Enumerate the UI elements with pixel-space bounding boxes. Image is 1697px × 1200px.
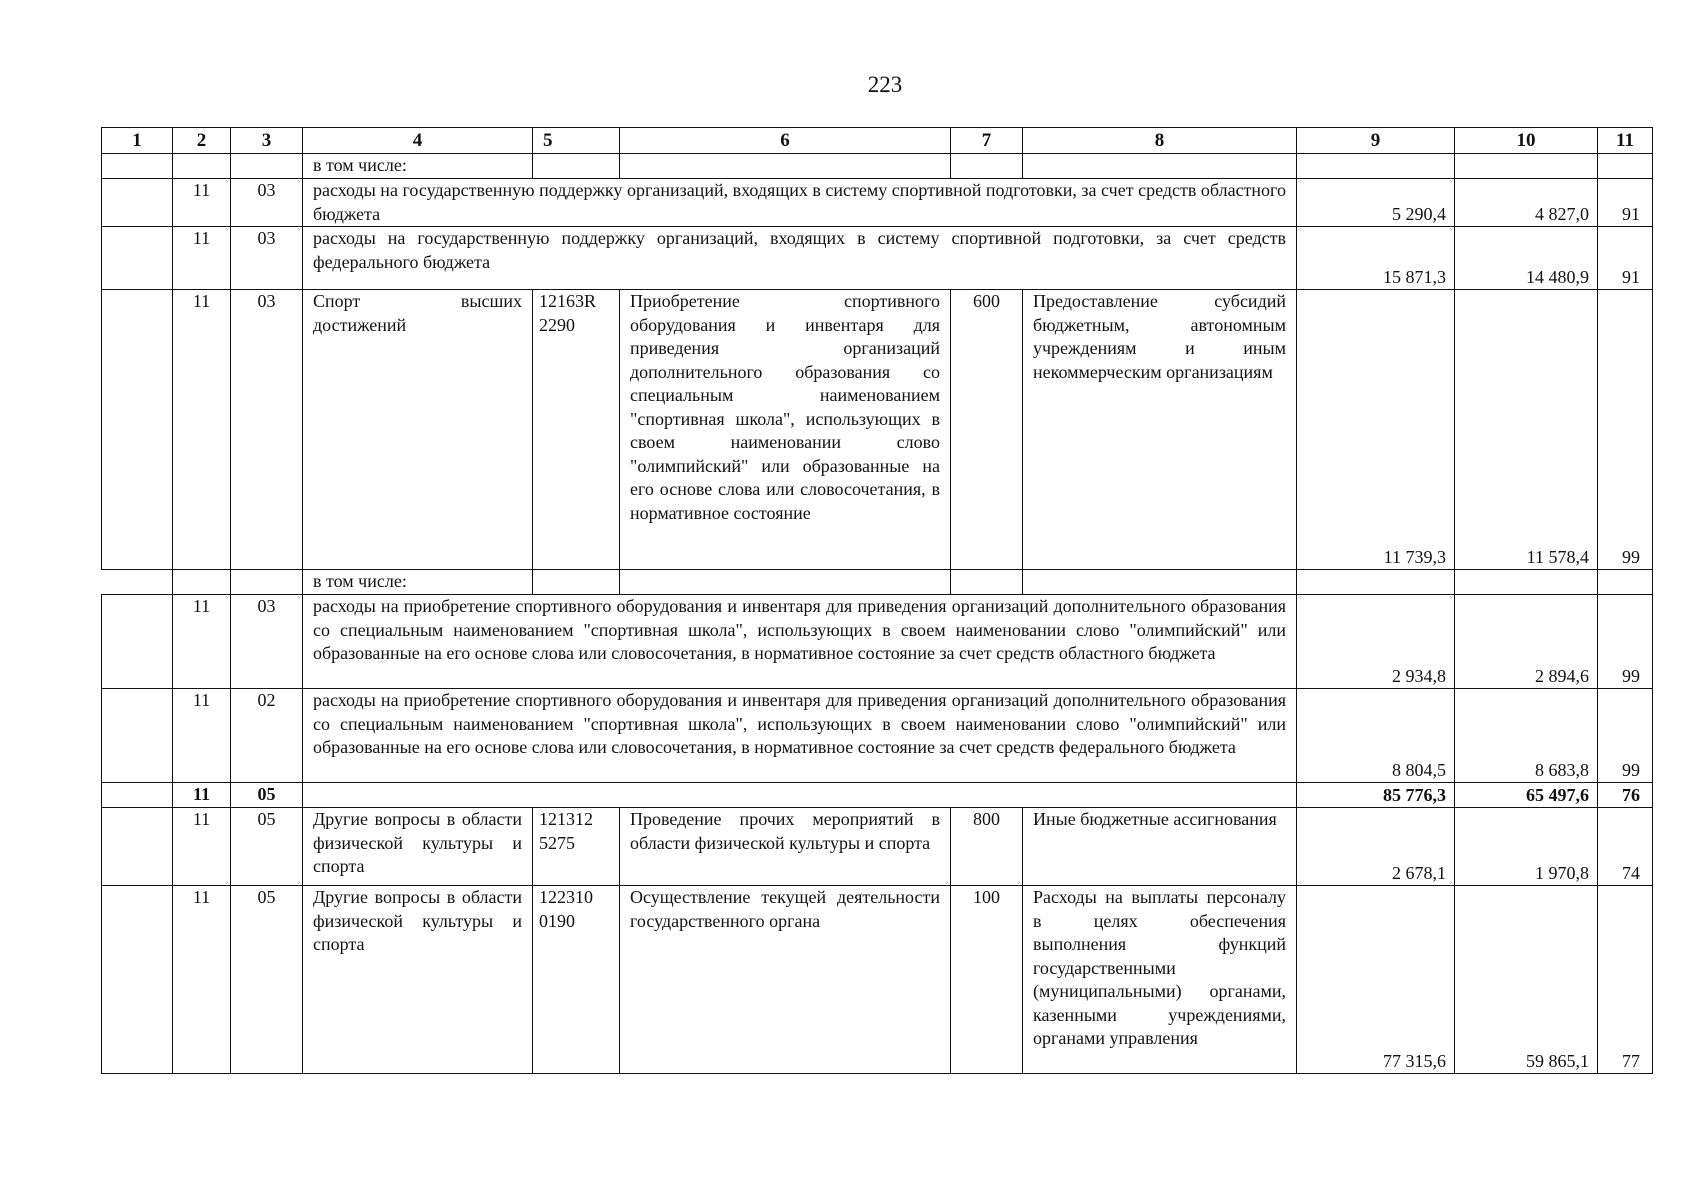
section-name: Другие вопросы в области физической культуры и спорта [303, 808, 533, 886]
expense-type-name: Расходы на выплаты персоналу в целях обеспечения выполнения функций государственными (муниципальными) органами, казенными учреждениями, органами управления [1023, 886, 1297, 1074]
amount-fact: 8 683,8 [1455, 689, 1598, 783]
header-cell: 2 [173, 128, 231, 154]
subsection-code: 03 [231, 227, 303, 290]
section-code: 11 [173, 783, 231, 808]
target-code: 122310 0190 [533, 886, 620, 1074]
amount-fact: 11 578,4 [1455, 290, 1598, 570]
subsection-code: 03 [231, 179, 303, 227]
percent: 99 [1598, 595, 1653, 689]
section-code: 11 [173, 179, 231, 227]
amount-plan: 15 871,3 [1297, 227, 1455, 290]
table-row [102, 808, 1653, 886]
header-cell: 5 [533, 128, 620, 154]
percent: 99 [1598, 290, 1653, 570]
table-row [102, 227, 1653, 290]
amount-plan: 77 315,6 [1297, 886, 1455, 1074]
percent: 74 [1598, 808, 1653, 886]
table-row [102, 595, 1653, 689]
expense-type-name: Иные бюджетные ассигнования [1023, 808, 1297, 886]
section-name: Другие вопросы в области физической культуры и спорта [303, 886, 533, 1074]
table-row [102, 689, 1653, 783]
section-code: 11 [173, 808, 231, 886]
percent: 76 [1598, 783, 1653, 808]
subsection-code: 03 [231, 595, 303, 689]
table-row [102, 154, 1653, 179]
table-row [102, 570, 1653, 595]
header-cell: 8 [1023, 128, 1297, 154]
subsection-code: 05 [231, 808, 303, 886]
expense-type-code: 600 [951, 290, 1023, 570]
sub-label: в том числе: [303, 570, 533, 595]
amount-fact: 1 970,8 [1455, 808, 1598, 886]
row-description: расходы на приобретение спортивного оборудования и инвентаря для приведения организаций дополнительного образования со специальным наименованием "спортивная школа", использующих в своем наименовании слово "олимпийский" или образованные на его основе слова или словосочетания, в нормативное состояние за счет средств федерального бюджета [303, 689, 1297, 783]
header-cell: 3 [231, 128, 303, 154]
table-row [102, 290, 1653, 570]
percent: 91 [1598, 227, 1653, 290]
expense-type-name: Предоставление субсидий бюджетным, автономным учреждениям и иным некоммерческим организациям [1023, 290, 1297, 570]
amount-fact: 14 480,9 [1455, 227, 1598, 290]
header-cell: 9 [1297, 128, 1455, 154]
header-cell: 11 [1598, 128, 1653, 154]
section-name: Спорт высших достижений [303, 290, 533, 570]
activity-name: Приобретение спортивного оборудования и инвентаря для приведения организаций дополнительного образования со специальным наименованием "спортивная школа", использующих в своем наименовании слово "олимпийский" или образованные на его основе слова или словосочетания, в нормативное состояние [620, 290, 951, 570]
target-code: 121312 5275 [533, 808, 620, 886]
amount-plan: 2 678,1 [1297, 808, 1455, 886]
header-cell: 10 [1455, 128, 1598, 154]
subsection-code: 05 [231, 783, 303, 808]
amount-fact: 2 894,6 [1455, 595, 1598, 689]
subsection-code: 02 [231, 689, 303, 783]
header-cell: 6 [620, 128, 951, 154]
percent: 99 [1598, 689, 1653, 783]
expense-type-code: 800 [951, 808, 1023, 886]
section-code: 11 [173, 595, 231, 689]
header-cell: 4 [303, 128, 533, 154]
budget-table [101, 127, 1653, 1074]
row-description: расходы на приобретение спортивного оборудования и инвентаря для приведения организаций дополнительного образования со специальным наименованием "спортивная школа", использующих в своем наименовании слово "олимпийский" или образованные на его основе слова или словосочетания, в нормативное состояние за счет средств областного бюджета [303, 595, 1297, 689]
expense-type-code: 100 [951, 886, 1023, 1074]
sub-label: в том числе: [303, 154, 533, 179]
row-description: расходы на государственную поддержку организаций, входящих в систему спортивной подготовки, за счет средств федерального бюджета [303, 227, 1297, 290]
amount-fact: 4 827,0 [1455, 179, 1598, 227]
section-code: 11 [173, 290, 231, 570]
amount-plan: 8 804,5 [1297, 689, 1455, 783]
section-code: 11 [173, 227, 231, 290]
amount-plan: 11 739,3 [1297, 290, 1455, 570]
table-row [102, 886, 1653, 1074]
page-number: 223 [867, 72, 903, 97]
activity-name: Осуществление текущей деятельности государственного органа [620, 886, 951, 1074]
activity-name: Проведение прочих мероприятий в области физической культуры и спорта [620, 808, 951, 886]
total-row [102, 783, 1653, 808]
header-cell: 1 [102, 128, 173, 154]
section-code: 11 [173, 886, 231, 1074]
amount-fact: 65 497,6 [1455, 783, 1598, 808]
header-row [102, 128, 1653, 154]
amount-plan: 85 776,3 [1297, 783, 1455, 808]
percent: 91 [1598, 179, 1653, 227]
target-code: 12163R 2290 [533, 290, 620, 570]
header-cell: 7 [951, 128, 1023, 154]
subsection-code: 03 [231, 290, 303, 570]
table-row [102, 179, 1653, 227]
row-description: расходы на государственную поддержку организаций, входящих в систему спортивной подготовки, за счет средств областного бюджета [303, 179, 1297, 227]
section-code: 11 [173, 689, 231, 783]
subsection-code: 05 [231, 886, 303, 1074]
amount-plan: 5 290,4 [1297, 179, 1455, 227]
amount-fact: 59 865,1 [1455, 886, 1598, 1074]
amount-plan: 2 934,8 [1297, 595, 1455, 689]
percent: 77 [1598, 886, 1653, 1074]
